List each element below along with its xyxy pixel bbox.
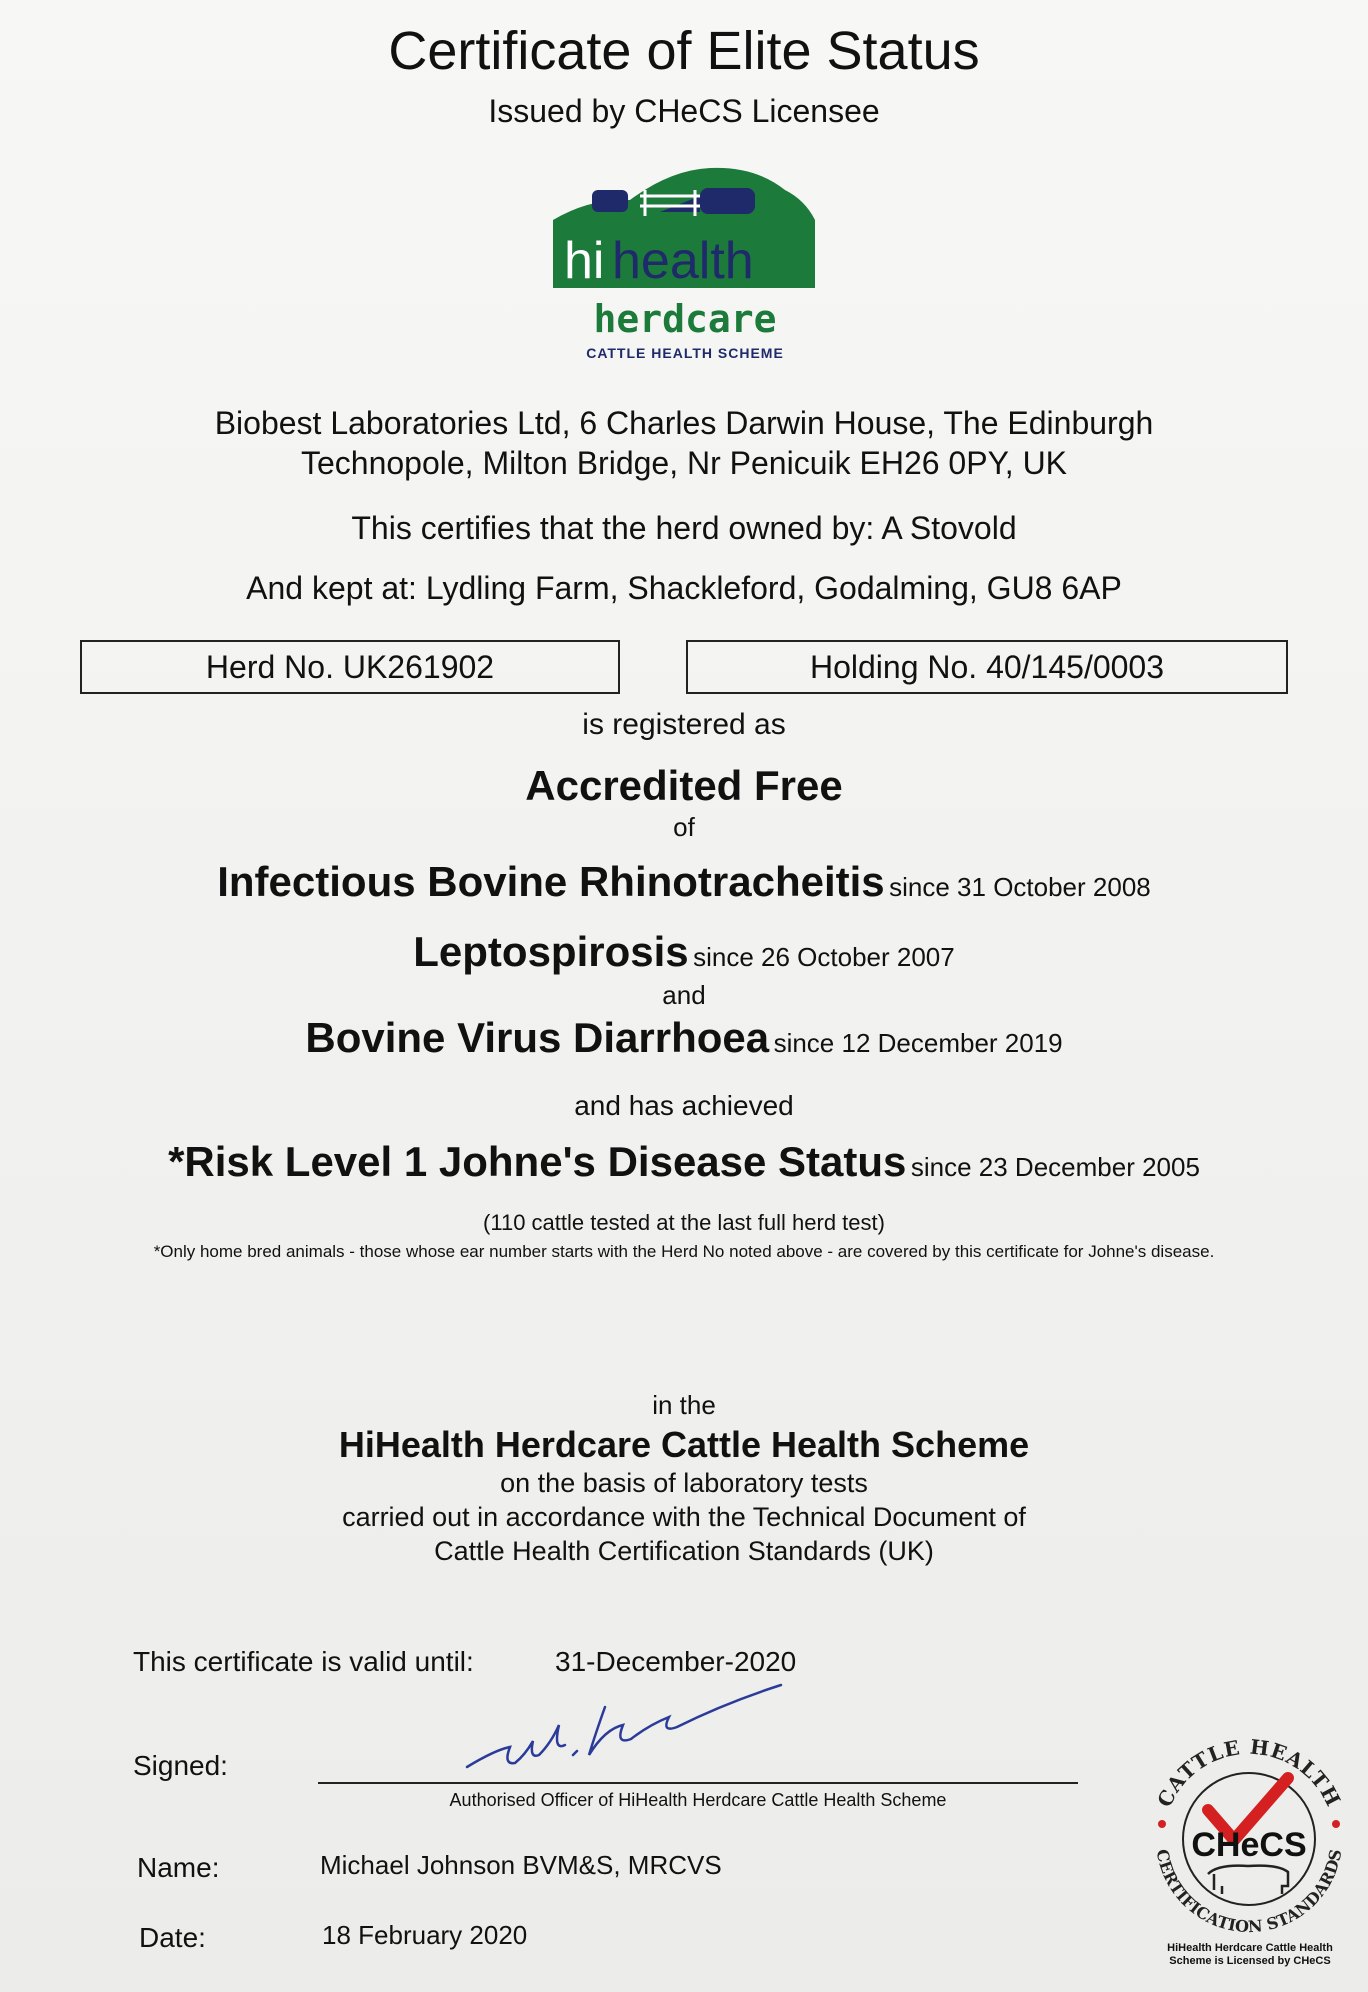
- holding-number: Holding No. 40/145/0003: [809, 649, 1165, 685]
- valid-until-date: 31-December-2020: [555, 1646, 797, 1677]
- herd-number-box: [80, 640, 620, 694]
- seal-center-text: CHeCS: [1191, 1826, 1307, 1864]
- holding-number-box: [686, 640, 1288, 694]
- name-label: Name:: [137, 1852, 220, 1883]
- issuer-address-line1: Biobest Laboratories Ltd, 6 Charles Darwin House, The Edinburgh: [214, 405, 1154, 441]
- signature-line: [318, 1782, 1078, 1784]
- status-heading: Accredited Free: [525, 762, 843, 809]
- scheme-line2: carried out in accordance with the Technical Document of: [342, 1502, 1026, 1532]
- achieved-text: and has achieved: [574, 1090, 794, 1121]
- disease-name: Leptospirosis: [413, 928, 689, 975]
- disease-since: since 12 December 2019: [773, 1028, 1063, 1058]
- seal-caption-line1: HiHealth Herdcare Cattle Health: [1167, 1942, 1333, 1954]
- issuer-address-line2: Technopole, Milton Bridge, Nr Penicuik EH26 0PY, UK: [300, 445, 1068, 481]
- seal-ring-top-text: CATTLE HEALTH: [1152, 1734, 1346, 1811]
- valid-until-label: This certificate is valid until:: [133, 1646, 474, 1677]
- seal-ring-bottom-text: CERTIFICATION STANDARDS: [1152, 1847, 1346, 1937]
- registered-as-text: is registered as: [582, 708, 786, 741]
- date-label: Date:: [139, 1922, 206, 1953]
- disease-since: since 31 October 2008: [889, 872, 1151, 902]
- johnes-row: [0, 1138, 1368, 1186]
- signature-caption: Authorised Officer of HiHealth Herdcare Cattle Health Scheme: [449, 1790, 947, 1810]
- kept-at-line: And kept at: Lydling Farm, Shackleford, Godalming, GU8 6AP: [246, 570, 1122, 606]
- tested-note: (110 cattle tested at the last full herd test): [483, 1210, 885, 1235]
- logo-herdcare-text: herdcare: [593, 297, 777, 341]
- disease-row-ibr: [0, 858, 1368, 906]
- hihealth-herdcare-logo: [550, 160, 820, 370]
- date-value: 18 February 2020: [322, 1920, 528, 1950]
- certificate-title: Certificate of Elite Status: [388, 21, 980, 81]
- johnes-since: since 23 December 2005: [910, 1152, 1200, 1182]
- handwritten-signature: [455, 1655, 795, 1785]
- disease-name: Bovine Virus Diarrhoea: [305, 1014, 770, 1061]
- certificate-subtitle: Issued by CHeCS Licensee: [488, 93, 880, 129]
- signed-label: Signed:: [133, 1750, 228, 1781]
- logo-health-text: health: [612, 232, 754, 290]
- seal-caption-line2: Scheme is Licensed by CHeCS: [1169, 1955, 1331, 1967]
- footnote: *Only home bred animals - those whose ear number starts with the Herd No noted above - are covered by this certificate for Johne's disease.: [153, 1242, 1215, 1261]
- seal-caption: [1130, 1942, 1368, 1968]
- scheme-line1: on the basis of laboratory tests: [500, 1468, 868, 1498]
- in-the-text: in the: [652, 1390, 716, 1420]
- herd-number: Herd No. UK261902: [205, 649, 495, 685]
- scheme-line3: Cattle Health Certification Standards (UK): [434, 1536, 934, 1566]
- johnes-status: *Risk Level 1 Johne's Disease Status: [168, 1138, 907, 1185]
- owner-line: This certifies that the herd owned by: A Stovold: [351, 510, 1017, 546]
- checs-seal: [1138, 1728, 1360, 1950]
- name-value: Michael Johnson BVM&S, MRCVS: [320, 1850, 722, 1880]
- and-text: and: [662, 980, 706, 1010]
- of-text: of: [673, 812, 695, 842]
- disease-since: since 26 October 2007: [693, 942, 955, 972]
- scheme-name: HiHealth Herdcare Cattle Health Scheme: [338, 1424, 1030, 1465]
- logo-hi-text: hi: [564, 232, 605, 290]
- disease-row-bvd: [0, 1014, 1368, 1062]
- disease-name: Infectious Bovine Rhinotracheitis: [217, 858, 885, 905]
- logo-scheme-text: CATTLE HEALTH SCHEME: [586, 345, 784, 361]
- disease-row-lepto: [0, 928, 1368, 976]
